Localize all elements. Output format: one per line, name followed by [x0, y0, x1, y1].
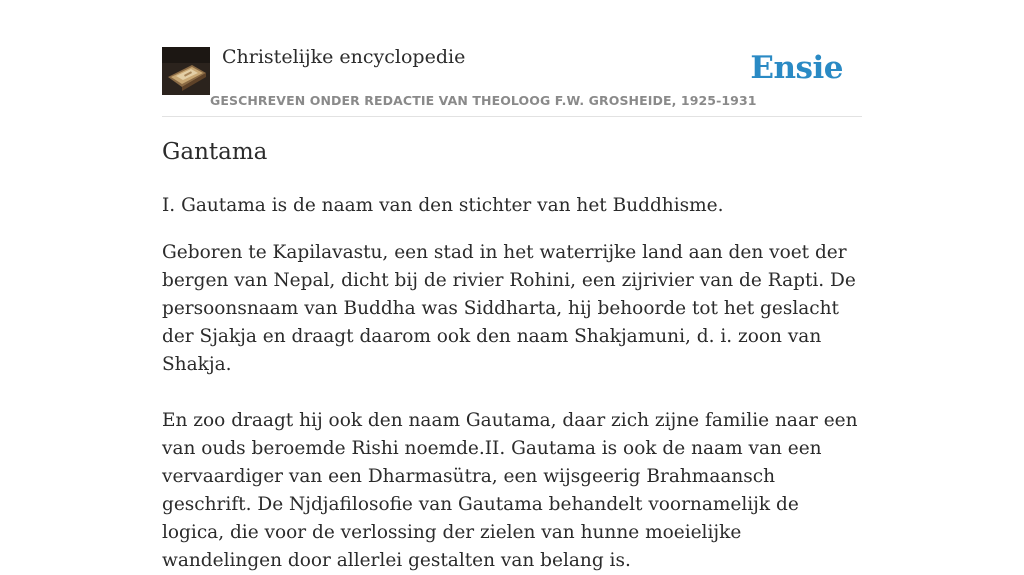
article-paragraph: I. Gautama is de naam van den stichter van het Buddhisme. — [162, 195, 724, 216]
encyclopedia-avatar[interactable] — [162, 47, 210, 95]
article-paragraph: En zoo draagt hij ook den naam Gautama, daar zich zijne familie naar een van ouds beroemde Rishi noemde.II. Gautama is ook de naam van een vervaardiger van een Dharmasütra, een wijsgeerig Brahmaansch geschrift. De Njdjafilosofie van Gautama behandelt voornamelijk de logica, die voor de verlossing der zielen van hunne moeielijke wandelingen door allerlei gestalten van belang is. — [162, 410, 858, 571]
site-name[interactable]: Christelijke encyclopedie — [222, 46, 466, 68]
site-subtitle: GESCHREVEN ONDER REDACTIE VAN THEOLOOG F.W. GROSHEIDE, 1925-1931 — [210, 93, 757, 108]
article-paragraph: Geboren te Kapilavastu, een stad in het waterrijke land aan den voet der bergen van Nepal, dicht bij de rivier Rohini, een zijrivier van de Rapti. De persoonsnaam van Buddha was Siddharta, hij behoorde tot het geslacht der Sjakja en draagt daarom ook den naam Shakjamuni, d. i. zoon van Shakja. — [162, 242, 856, 375]
ensie-logo-link[interactable]: Ensie — [750, 50, 843, 86]
article-title: Gantama — [162, 139, 268, 165]
article-body — [162, 192, 864, 575]
site-header — [162, 46, 862, 117]
book-photo-icon — [162, 47, 210, 95]
